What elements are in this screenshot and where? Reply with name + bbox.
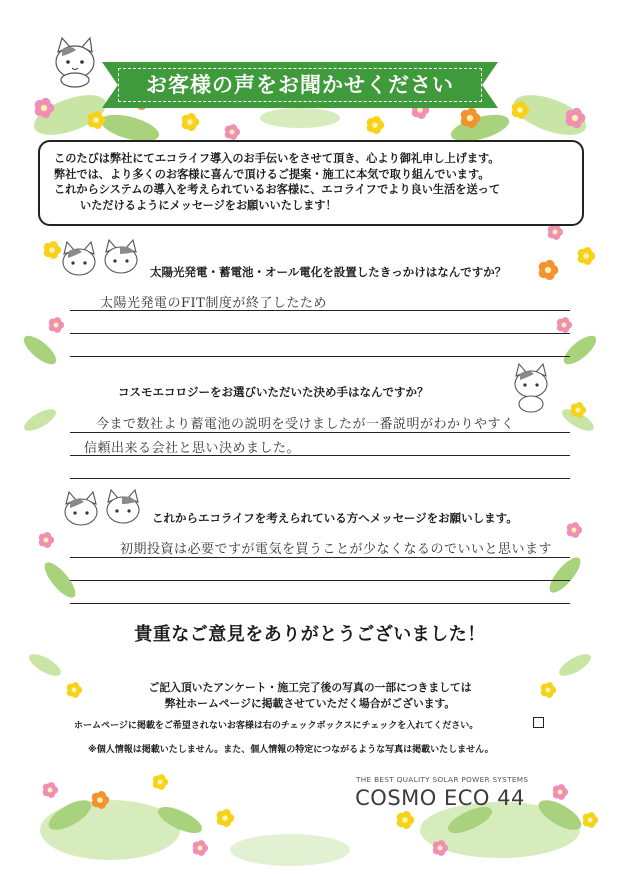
intro-line: これからシステムの導入を考えられているお客様に、エコライフでより良い生活を送って xyxy=(54,183,501,196)
flower-icon xyxy=(49,317,64,333)
answer-3-text: 初期投資は必要ですが電気を買うことが少なくなるのでいいと思います xyxy=(120,542,553,557)
answer-line xyxy=(70,333,570,334)
question-2-label: コスモエコロジーをお選びいただいた決め手はなんですか？ xyxy=(118,385,429,399)
flower-icon xyxy=(578,247,595,265)
thanks-heading: 貴重なご意見をありがとうございました！ xyxy=(134,624,486,645)
flower-icon xyxy=(567,522,582,538)
flower-icon xyxy=(548,224,563,240)
answer-line xyxy=(70,478,570,479)
flower-icon xyxy=(367,116,384,134)
opt-out-checkbox[interactable] xyxy=(533,717,544,728)
flower-icon xyxy=(44,241,61,259)
cat-icon-q3 xyxy=(65,490,139,525)
checkbox-label: ホームページに掲載をご希望されないお客様は右のチェックボックスにチェックを入れてください。 xyxy=(74,721,479,731)
answer-2-text: 今まで数社より蓄電池の説明を受けましたが一番説明がわかりやすく xyxy=(96,417,515,432)
notice-line-1: ご記入頂いたアンケート・施工完了後の写真の一部につきましては xyxy=(148,681,472,694)
flower-icon xyxy=(557,317,572,333)
answer-line xyxy=(70,356,570,357)
page-title: お客様の声をお聞かせください xyxy=(146,73,454,97)
flower-icon xyxy=(193,840,208,856)
question-1-label: 太陽光発電・蓄電池・オール電化を設置したきっかけはなんですか？ xyxy=(150,265,507,279)
flower-icon xyxy=(43,782,58,798)
notice-line-2: 弊社ホームページに掲載させていただく場合がございます。 xyxy=(164,697,456,710)
flower-icon xyxy=(225,124,240,140)
flower-icon xyxy=(217,809,234,827)
flower-icon xyxy=(397,811,414,829)
answer-line xyxy=(70,557,570,558)
answer-line xyxy=(70,432,570,433)
cat-icon-q2 xyxy=(515,364,547,412)
answer-line xyxy=(70,580,570,581)
intro-line: いただけるようにメッセージをお願いいたします！ xyxy=(80,198,337,212)
brand-logo: COSMO ECO 44 xyxy=(355,786,525,810)
flower-icon xyxy=(88,111,105,129)
answer-2-text: 信頼出来る会社と思い決めました。 xyxy=(84,441,301,456)
brand-tagline: THE BEST QUALITY SOLAR POWER SYSTEMS xyxy=(356,775,529,784)
answer-1-text: 太陽光発電のFIT制度が終了したため xyxy=(100,296,327,311)
intro-line: このたびは弊社にてエコライフ導入のお手伝いをさせて頂き、心より御礼申し上げます。 xyxy=(54,152,500,165)
flower-icon xyxy=(39,532,54,548)
intro-box xyxy=(38,140,584,226)
flower-icon xyxy=(539,260,559,280)
flower-icon xyxy=(153,774,168,790)
privacy-note: ※個人情報は掲載いたしません。また、個人情報の特定につながるような写真は掲載いたしません。 xyxy=(88,745,494,755)
flower-icon xyxy=(182,113,199,131)
flower-icon xyxy=(553,784,568,800)
cat-icon-q1 xyxy=(63,240,137,275)
answer-line xyxy=(70,603,570,604)
flower-icon xyxy=(583,812,598,828)
question-3-label: これからエコライフを考えられている方へメッセージをお願いします。 xyxy=(152,511,518,525)
cat-icon-top xyxy=(56,38,94,87)
intro-line: 弊社では、より多くのお客様に喜んで頂けるご提案・施工に本気で取り組んでいます。 xyxy=(54,167,490,181)
